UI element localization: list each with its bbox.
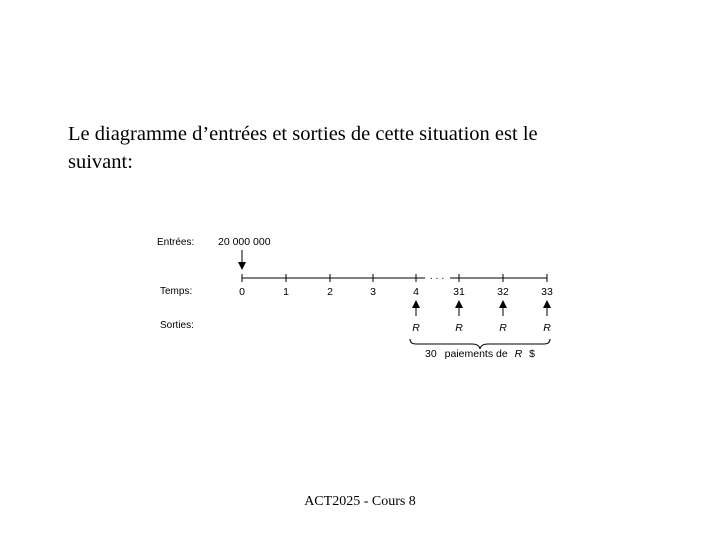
payment-label: R <box>543 322 551 334</box>
payment-label: R <box>455 322 463 334</box>
row-label-entrees: Entrées: <box>157 237 195 248</box>
slide-footer: ACT2025 - Cours 8 <box>304 494 416 509</box>
timeline-ellipsis: . . . <box>429 270 445 282</box>
brace-var: R <box>514 348 523 361</box>
tick-label: 32 <box>497 286 509 298</box>
row-label-temps: Temps: <box>160 286 193 297</box>
brace-text: paiements de <box>444 348 508 361</box>
body-line-2: suivant: <box>68 151 133 173</box>
brace-count: 30 <box>425 348 437 361</box>
row-label-sorties: Sorties: <box>160 320 194 331</box>
tick-label: 33 <box>541 286 553 298</box>
tick-label: 4 <box>413 286 419 298</box>
tick-label: 0 <box>239 286 245 298</box>
body-line-1: Le diagramme d’entrées et sorties de cette situation est le <box>68 123 538 145</box>
tick-label: 1 <box>283 286 289 298</box>
tick-label: 3 <box>370 286 376 298</box>
payment-label: R <box>499 322 507 334</box>
brace-label <box>425 348 535 360</box>
tick-label: 2 <box>327 286 333 298</box>
brace-unit: $ <box>529 348 535 361</box>
payment-label: R <box>412 322 420 334</box>
timeline <box>239 274 553 334</box>
inflow-amount: 20 000 000 <box>218 236 271 248</box>
tick-label: 31 <box>453 286 465 298</box>
